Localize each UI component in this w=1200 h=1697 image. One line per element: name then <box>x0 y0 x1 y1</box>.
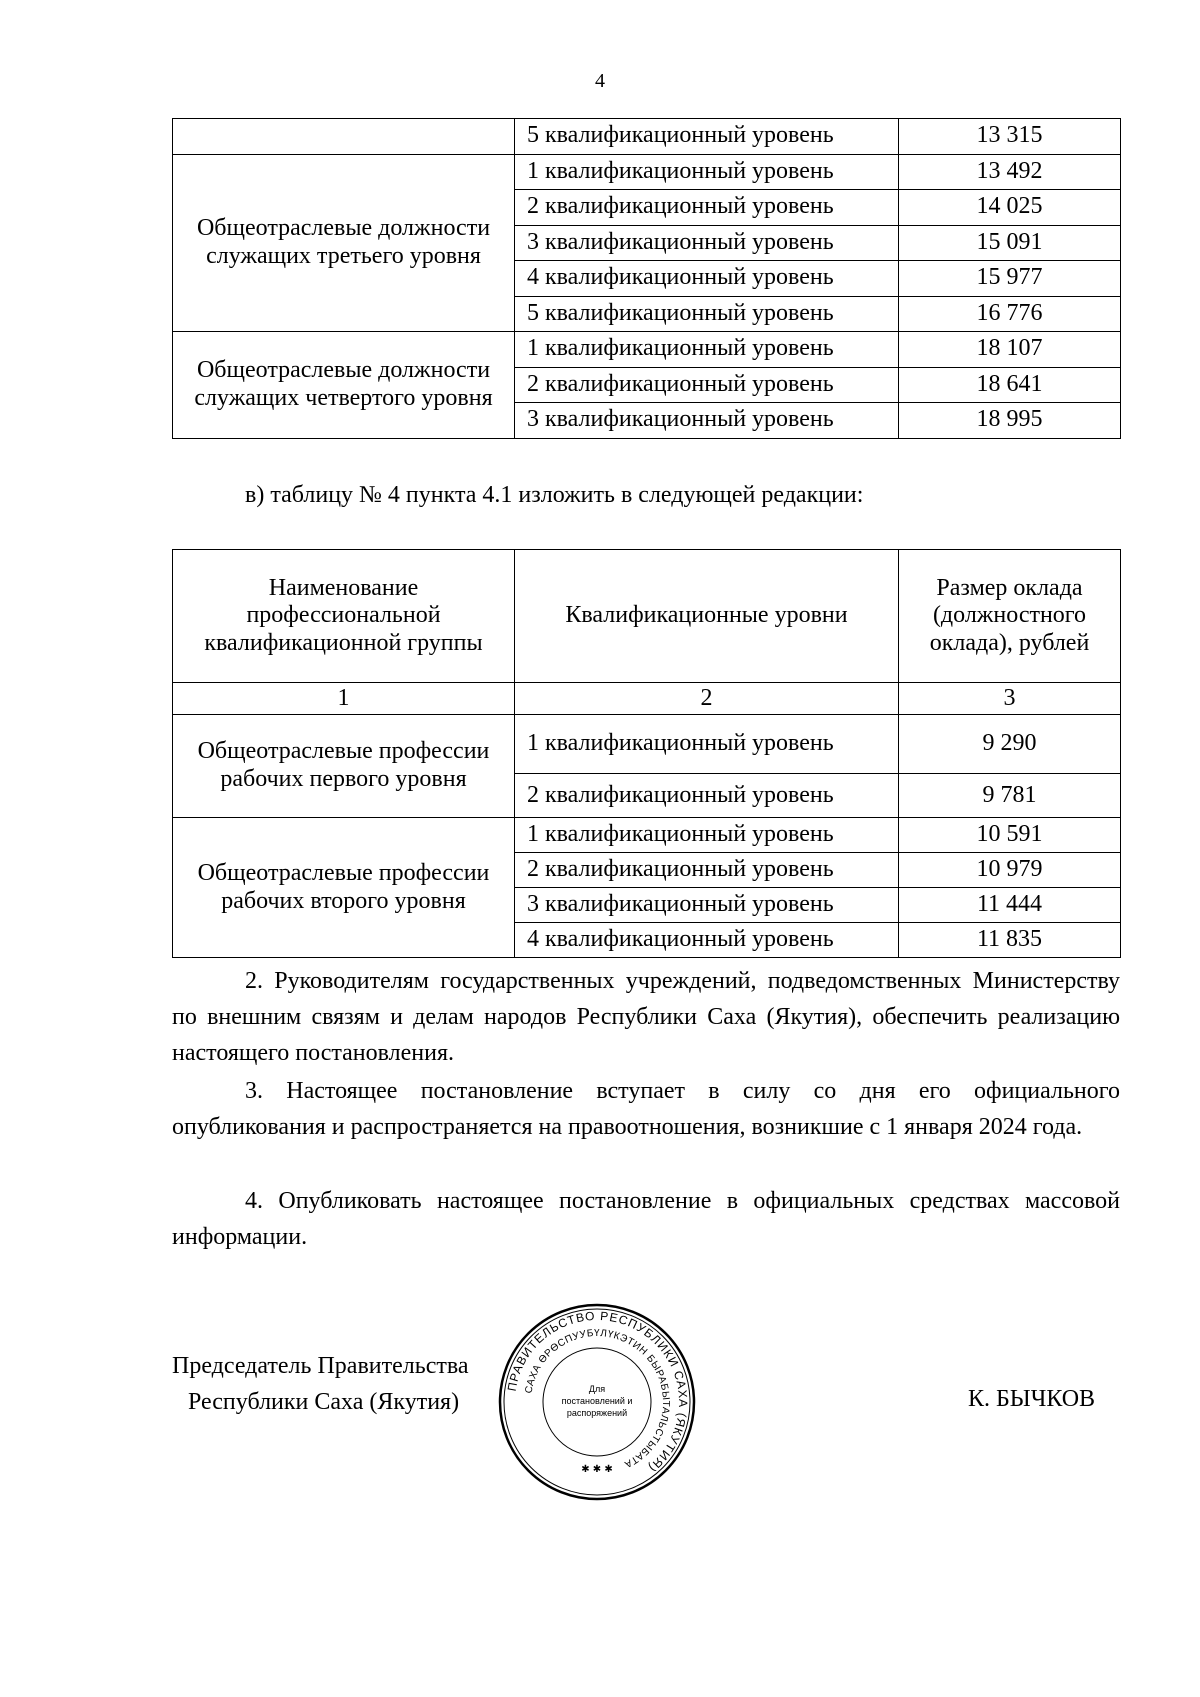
table-row <box>173 818 1121 853</box>
paragraph-3 <box>172 1073 1120 1145</box>
table-row <box>173 119 1121 155</box>
table-row <box>173 332 1121 368</box>
paragraph-text: 2. Руководителям государственных учреждений, подведомственных Министерству по внешним связям и делам народов Республики Саха (Якутия), обеспечить реализацию настоящего постановления. <box>172 968 1120 1066</box>
table-row <box>173 154 1121 190</box>
level-cell: 3 квалификационный уровень <box>515 888 899 923</box>
salary-cell: 15 977 <box>899 261 1121 297</box>
paragraph-4 <box>172 1183 1120 1255</box>
signatory-title-line: Республики Саха (Якутия) <box>188 1389 460 1415</box>
level-cell: 1 квалификационный уровень <box>515 818 899 853</box>
salary-cell: 13 315 <box>899 119 1121 155</box>
seal-center-text: постановлений и <box>561 1396 633 1406</box>
column-number: 3 <box>899 683 1121 715</box>
group-cell: Общеотраслевые профессии рабочих первого уровня <box>173 715 515 818</box>
paragraph-text: 4. Опубликовать настоящее постановление в официальных средствах массовой информации. <box>172 1188 1120 1250</box>
salary-cell: 9 781 <box>899 774 1121 818</box>
header-salary: Размер оклада (должностного оклада), рублей <box>899 550 1121 683</box>
level-cell: 3 квалификационный уровень <box>515 225 899 261</box>
paragraph-text: 3. Настоящее постановление вступает в силу со дня его официального опубликования и распространяется на правоотношения, возникшие с 1 января 2024 года. <box>172 1078 1120 1140</box>
salary-table-continuation <box>172 118 1121 439</box>
salary-cell: 18 641 <box>899 367 1121 403</box>
salary-cell: 13 492 <box>899 154 1121 190</box>
salary-cell: 14 025 <box>899 190 1121 226</box>
level-cell: 2 квалификационный уровень <box>515 853 899 888</box>
level-cell: 1 квалификационный уровень <box>515 154 899 190</box>
intro-text: в) таблицу № 4 пункта 4.1 изложить в следующей редакции: <box>245 482 864 508</box>
level-cell: 1 квалификационный уровень <box>515 332 899 368</box>
page-number: 4 <box>595 70 605 92</box>
group-cell: Общеотраслевые должности служащих четвертого уровня <box>173 332 515 439</box>
seal-center-text: Для <box>588 1384 606 1394</box>
salary-cell: 9 290 <box>899 715 1121 774</box>
column-number: 1 <box>173 683 515 715</box>
signatory-title-line: Председатель Правительства <box>172 1353 469 1379</box>
level-cell: 2 квалификационный уровень <box>515 774 899 818</box>
paragraph-2 <box>172 963 1120 1071</box>
column-number-row <box>173 683 1121 715</box>
group-cell <box>173 119 515 155</box>
column-number: 2 <box>515 683 899 715</box>
signatory-name: К. БЫЧКОВ <box>968 1386 1096 1412</box>
salary-table-four <box>172 549 1121 958</box>
salary-cell: 10 591 <box>899 818 1121 853</box>
seal-center-text: распоряжений <box>566 1408 628 1418</box>
salary-cell: 10 979 <box>899 853 1121 888</box>
salary-cell: 18 107 <box>899 332 1121 368</box>
salary-cell: 11 835 <box>899 923 1121 958</box>
level-cell: 2 квалификационный уровень <box>515 367 899 403</box>
seal-outer-text: ПРАВИТЕЛЬСТВО РЕСПУБЛИКИ САХА (ЯКУТИЯ) <box>504 1308 691 1476</box>
header-group-name: Наименование профессиональной квалификационной группы <box>173 550 515 683</box>
seal-inner-text: САХА ӨРӨСПУУБҮЛҮКЭТИН БЫРАБЫТАЛЬСТЫБАТА <box>523 1327 672 1470</box>
level-cell: 3 квалификационный уровень <box>515 403 899 439</box>
group-cell: Общеотраслевые должности служащих третьего уровня <box>173 154 515 332</box>
level-cell: 1 квалификационный уровень <box>515 715 899 774</box>
level-cell: 2 квалификационный уровень <box>515 190 899 226</box>
level-cell: 4 квалификационный уровень <box>515 923 899 958</box>
level-cell: 5 квалификационный уровень <box>515 296 899 332</box>
level-cell: 5 квалификационный уровень <box>515 119 899 155</box>
salary-cell: 16 776 <box>899 296 1121 332</box>
table-header-row <box>173 550 1121 683</box>
salary-cell: 15 091 <box>899 225 1121 261</box>
header-levels: Квалификационные уровни <box>515 550 899 683</box>
official-seal <box>497 1302 697 1502</box>
table-row <box>173 715 1121 774</box>
salary-cell: 11 444 <box>899 888 1121 923</box>
level-cell: 4 квалификационный уровень <box>515 261 899 297</box>
signatory-title <box>172 1348 469 1420</box>
group-cell: Общеотраслевые профессии рабочих второго уровня <box>173 818 515 958</box>
seal-stars: ✱ ✱ ✱ <box>581 1464 613 1475</box>
salary-cell: 18 995 <box>899 403 1121 439</box>
